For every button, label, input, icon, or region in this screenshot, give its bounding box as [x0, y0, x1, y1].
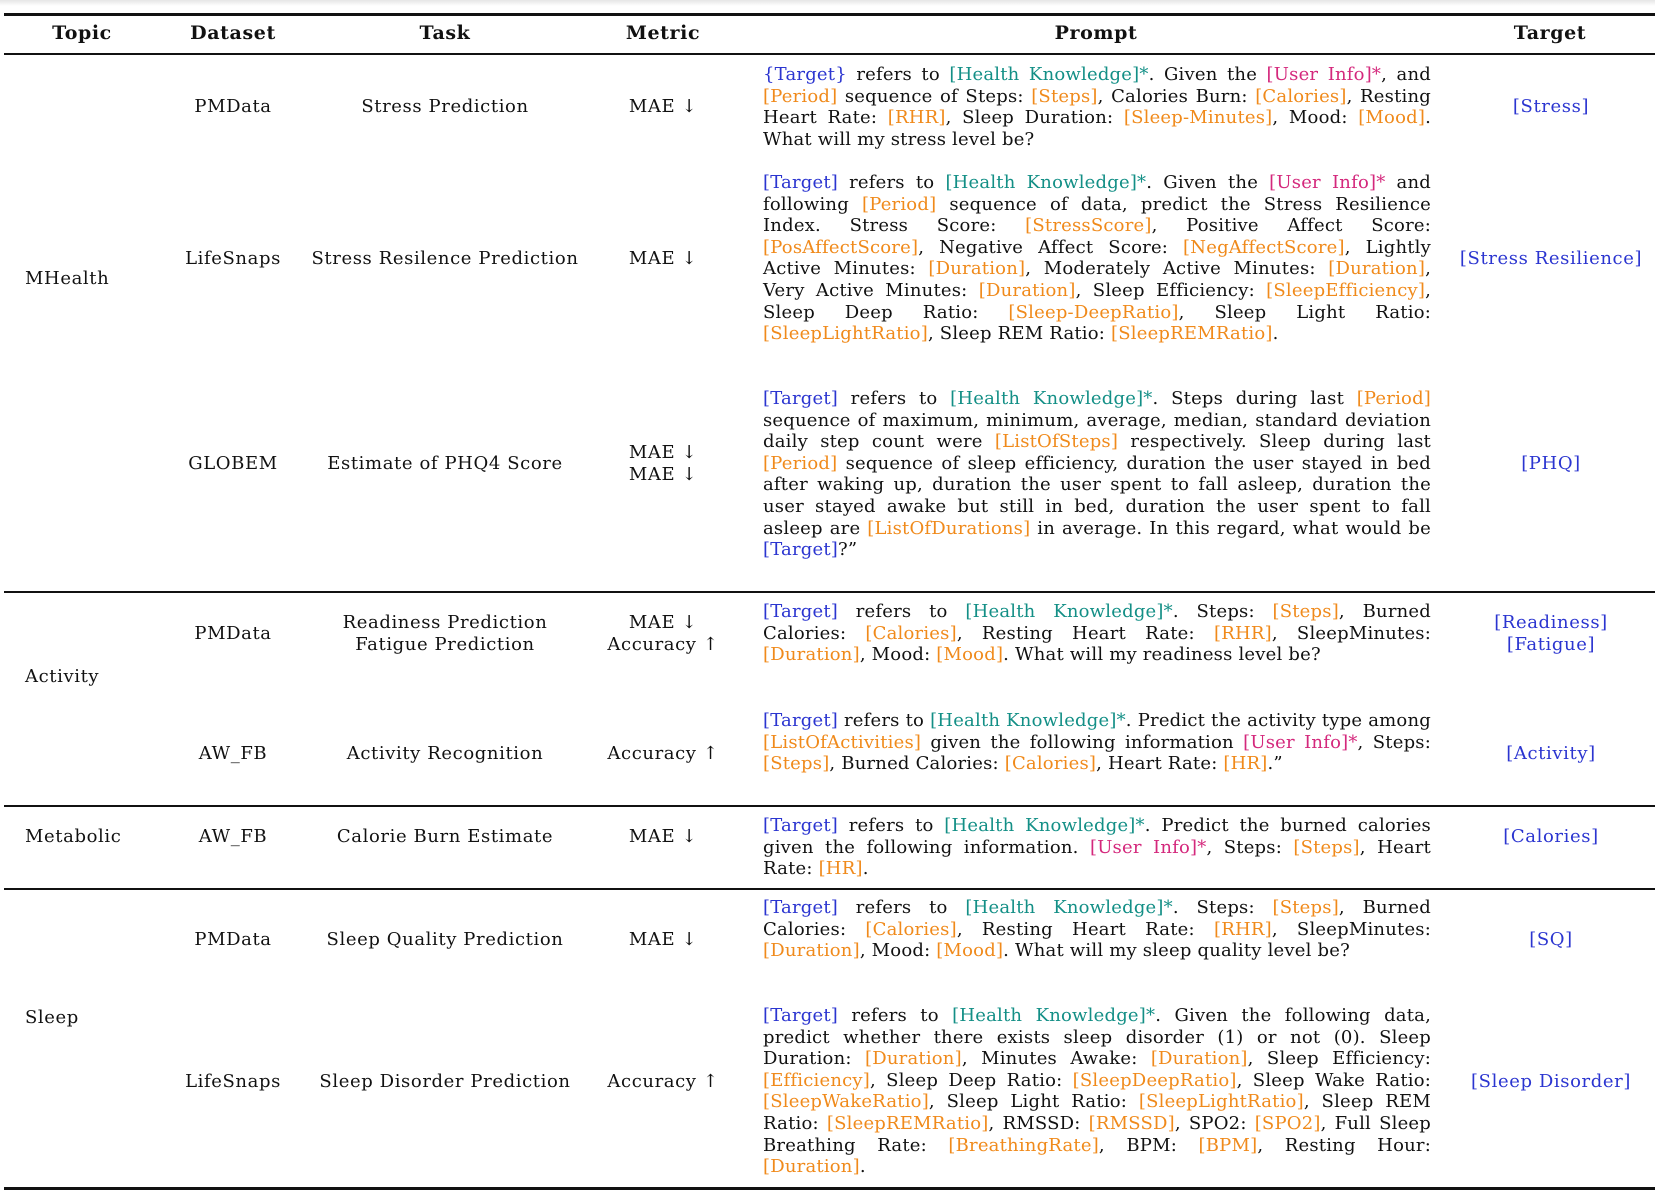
metric-cell [629, 248, 697, 270]
prompt-placeholder-var: [SleepWakeRatio] [763, 1091, 929, 1113]
prompt-text: , Mood: [1272, 107, 1359, 129]
target-line: [Sleep Disorder] [1471, 1071, 1631, 1092]
prompt-text: sequence of Steps: [837, 85, 1032, 107]
metric-line: MAE ↓ [628, 442, 698, 464]
prompt-placeholder-var: [BPM] [1198, 1134, 1258, 1156]
prompt-text: sequence of maximum, minimum, average, median, standard deviation daily step count were [763, 409, 1431, 453]
prompt-text: . Predict the activity type among [1125, 710, 1431, 731]
header-prompt: Prompt [1054, 22, 1138, 44]
prompt-text: , Sleep Duration: [945, 107, 1124, 129]
target-cell [1521, 453, 1581, 475]
prompt-text: ?” [838, 539, 858, 561]
prompt-placeholder-var: [Period] [763, 85, 838, 107]
task-cell [311, 248, 578, 270]
topic-mhealth: MHealth [25, 268, 110, 289]
target-cell [1460, 248, 1642, 270]
prompt-placeholder-var: [HR] [1223, 753, 1268, 775]
prompt-text: sequence of data, predict the Stress Resilience Index. Stress Score: [763, 193, 1431, 237]
prompt-text: , Lightly Active Minutes: [763, 236, 1431, 280]
prompt-text: , BPM: [1098, 1134, 1199, 1156]
metric-line: MAE ↓ [628, 96, 698, 117]
header-topic: Topic [52, 22, 112, 44]
prompt-placeholder-var: [SleepLightRatio] [763, 323, 928, 345]
prompt-placeholder-knowledge: [Health Knowledge]* [949, 64, 1149, 85]
prompt-text: , Heart Rate: [1096, 753, 1224, 775]
prompt-text: given the following information [921, 731, 1244, 753]
target-cell [1471, 1071, 1631, 1093]
group-rule-sleep [4, 888, 1655, 890]
group-rule-metabolic [4, 805, 1655, 807]
target-line: [Stress] [1512, 96, 1590, 117]
prompt-text: , Mood: [859, 644, 937, 666]
prompt-text: , and [1381, 64, 1431, 85]
task-line: Activity Recognition [346, 743, 544, 764]
prompt-text: , Sleep Efficiency: [1075, 279, 1267, 301]
prompt-text: , Mood: [859, 940, 937, 962]
prompt-text: , Burned Calories: [829, 753, 1005, 775]
task-cell [327, 453, 562, 475]
prompt-placeholder-user: [User Info]* [1266, 64, 1382, 85]
header-metric: Metric [625, 22, 701, 44]
prompt-cell [763, 64, 1431, 150]
prompt-placeholder-var: [Calories] [1255, 85, 1347, 107]
prompt-placeholder-user: [User Info]* [1269, 172, 1386, 193]
prompt-placeholder-target: [Target] [763, 388, 838, 409]
prompt-placeholder-var: [Period] [763, 452, 838, 474]
metric-cell [607, 612, 718, 655]
task-cell [337, 826, 553, 848]
prompt-text: , SPO2: [1174, 1112, 1255, 1134]
prompt-placeholder-var: [RMSSD] [1088, 1112, 1175, 1134]
prompt-text: respectively. Sleep during last [1118, 431, 1431, 453]
metric-line: Accuracy ↑ [607, 1071, 719, 1092]
prompt-placeholder-var: [ListOfSteps] [994, 431, 1119, 453]
target-line: [Activity] [1506, 743, 1596, 764]
prompt-placeholder-target: [Target] [763, 815, 838, 836]
table-bottom-rule [4, 1187, 1655, 1190]
metric-cell [629, 442, 697, 485]
prompt-placeholder-var: [RHR] [1213, 622, 1272, 644]
prompt-text: , Resting Heart Rate: [956, 918, 1214, 940]
prompt-placeholder-var: [BreathingRate] [948, 1134, 1099, 1156]
prompt-placeholder-knowledge: [Health Knowledge]* [944, 815, 1145, 836]
target-line: [Calories] [1503, 826, 1599, 847]
prompt-text: , Positive Affect Score: [1151, 215, 1431, 237]
prompt-placeholder-var: [Steps] [1293, 836, 1360, 858]
metric-cell [629, 826, 697, 848]
prompt-placeholder-knowledge: [Health Knowledge]* [945, 172, 1147, 193]
dataset-cell: PMData [194, 929, 272, 950]
task-line: Sleep Quality Prediction [326, 929, 564, 950]
prompt-text: . [859, 1156, 866, 1178]
prompt-placeholder-var: [Mood] [1358, 107, 1426, 129]
dataset-cell: PMData [194, 623, 272, 644]
prompt-text: , RMSSD: [988, 1112, 1089, 1134]
prompt-text: , Sleep Deep Ratio: [870, 1069, 1073, 1091]
prompt-placeholder-var: [Sleep-Minutes] [1123, 107, 1273, 129]
prompt-placeholder-var: [Period] [861, 193, 937, 215]
prompt-text: .” [1267, 753, 1283, 775]
prompt-placeholder-var: [Steps] [1031, 85, 1098, 107]
prompt-placeholder-knowledge: [Health Knowledge]* [950, 388, 1153, 409]
prompt-placeholder-var: [ListOfDurations] [867, 517, 1031, 539]
target-line: [Stress Resilience] [1459, 248, 1643, 269]
prompt-text: . What will my sleep quality level be? [1003, 940, 1350, 962]
prompt-text: . Given the [1148, 64, 1267, 85]
prompt-placeholder-var: [Duration] [1328, 258, 1426, 280]
prompt-text: , Burned Calories: [763, 897, 1431, 940]
prompt-placeholder-knowledge: [Health Knowledge]* [952, 1005, 1156, 1026]
prompt-text: . Given the [1146, 172, 1270, 193]
prompt-placeholder-var: [Mood] [936, 940, 1004, 962]
prompt-placeholder-target: [Target] [763, 601, 838, 622]
prompt-placeholder-var: [Steps] [1272, 897, 1339, 918]
task-line: Readiness Prediction [342, 612, 548, 634]
prompt-text: . Steps during last [1152, 388, 1357, 409]
task-cell [347, 743, 544, 765]
prompt-text: . Steps: [1172, 897, 1273, 918]
prompt-placeholder-var: [Efficiency] [763, 1069, 870, 1091]
task-cell [327, 929, 564, 951]
prompt-placeholder-var: [Duration] [763, 1156, 860, 1178]
prompt-placeholder-var: [Duration] [928, 258, 1026, 280]
target-cell [1494, 612, 1608, 655]
prompt-placeholder-var: [Duration] [1150, 1048, 1248, 1070]
prompt-placeholder-knowledge: [Health Knowledge]* [930, 710, 1126, 731]
metric-line: MAE ↓ [628, 929, 698, 950]
prompt-placeholder-var: [Mood] [936, 644, 1004, 666]
prompt-placeholder-knowledge: [Health Knowledge]* [965, 897, 1173, 918]
prompt-text: . What will my readiness level be? [1003, 644, 1321, 666]
prompt-text: in average. In this regard, what would be [1030, 517, 1431, 539]
task-line: Sleep Disorder Prediction [319, 1071, 571, 1092]
prompt-text: . [862, 858, 869, 880]
metric-line: MAE ↓ [628, 612, 698, 634]
prompt-placeholder-var: [Steps] [763, 753, 830, 775]
prompt-placeholder-var: [Calories] [865, 622, 957, 644]
prompt-placeholder-var: [RHR] [1213, 918, 1272, 940]
prompt-placeholder-var: [Duration] [763, 644, 860, 666]
metric-line: Accuracy ↑ [607, 633, 719, 655]
target-cell [1513, 96, 1589, 118]
metric-cell [629, 96, 697, 118]
prompt-cell [763, 1005, 1431, 1178]
topic-sleep: Sleep [25, 1007, 79, 1028]
prompt-text: , SleepMinutes: [1271, 918, 1432, 940]
dataset-cell: AW_FB [198, 743, 268, 764]
prompt-text: , Heart Rate: [763, 836, 1431, 880]
prompt-cell [763, 815, 1431, 880]
target-line: [SQ] [1529, 929, 1573, 950]
prompt-text: . Given the following data, predict whether there exists sleep disorder (1) or not (0). Sleep Duration: [763, 1005, 1432, 1070]
prompt-cell [763, 388, 1431, 561]
prompt-text: refers to [838, 172, 946, 193]
prompt-text: , Sleep REM Ratio: [763, 1091, 1431, 1134]
prompt-text: refers to [838, 897, 966, 918]
prompt-text: refers to [838, 1005, 953, 1026]
prompt-text: , Resting Heart Rate: [956, 622, 1214, 644]
prompt-text: , Sleep Light Ratio: [928, 1091, 1139, 1113]
prompt-placeholder-var: [RHR] [887, 107, 946, 129]
prompt-placeholder-var: [HR] [818, 858, 863, 880]
prompt-placeholder-var: [SleepLightRatio] [1138, 1091, 1304, 1113]
prompt-placeholder-target: [Target] [763, 172, 838, 193]
prompt-placeholder-target: [Target] [763, 897, 838, 918]
prompt-text: , SleepMinutes: [1271, 622, 1432, 644]
prompt-placeholder-target: [Target] [763, 1005, 838, 1026]
task-line: Stress Resilence Prediction [311, 248, 579, 269]
task-line: Fatigue Prediction [355, 633, 535, 655]
target-line: [Readiness] [1494, 612, 1608, 634]
task-line: Stress Prediction [361, 96, 529, 117]
metric-line: Accuracy ↑ [607, 743, 719, 764]
target-line: [PHQ] [1521, 453, 1581, 474]
target-line: [Fatigue] [1506, 633, 1596, 655]
prompt-placeholder-user: [User Info]* [1243, 731, 1358, 753]
prompt-text: sequence of sleep efficiency, duration the user stayed in bed after waking up, duration the user spent to fall asleep, duration the user stayed awake but still in bed, duration the user spent to fall asleep are [763, 452, 1431, 539]
task-line: Calorie Burn Estimate [336, 826, 554, 847]
prompt-text: and following [763, 172, 1431, 215]
topic-metabolic: Metabolic [25, 826, 122, 847]
metric-line: MAE ↓ [628, 248, 698, 269]
prompt-text: . What will my stress level be? [763, 107, 1431, 150]
metric-cell [607, 1071, 718, 1093]
page-top-shade [0, 0, 1655, 6]
prompt-placeholder-var: [Sleep-DeepRatio] [1008, 301, 1179, 323]
prompt-placeholder-var: [SleepDeepRatio] [1072, 1069, 1237, 1091]
prompt-text: refers to [838, 710, 931, 731]
task-cell [361, 96, 528, 118]
header-rule [4, 53, 1655, 55]
prompt-text: , Burned Calories: [763, 601, 1431, 644]
prompt-text: , Sleep Efficiency: [1247, 1048, 1431, 1070]
header-task: Task [419, 22, 471, 44]
prompt-placeholder-target: {Target} [763, 64, 847, 85]
prompt-text: , Sleep REM Ratio: [927, 323, 1111, 345]
prompt-cell [763, 897, 1431, 962]
metric-cell [607, 743, 718, 765]
prompt-placeholder-var: [Period] [1356, 388, 1432, 409]
prompt-placeholder-var: [StressScore] [1025, 215, 1152, 237]
header-dataset: Dataset [190, 22, 276, 44]
prompt-text: refers to [838, 388, 951, 409]
prompt-placeholder-var: [SPO2] [1254, 1112, 1321, 1134]
prompt-text: , Negative Affect Score: [918, 236, 1184, 258]
prompt-placeholder-var: [Steps] [1272, 601, 1339, 622]
task-cell [319, 1071, 570, 1093]
metric-cell [629, 929, 697, 951]
prompt-text: , Sleep Light Ratio: [1178, 301, 1431, 323]
prompt-placeholder-var: [Duration] [978, 279, 1076, 301]
table-top-rule [4, 13, 1655, 16]
prompt-text: , Calories Burn: [1097, 85, 1256, 107]
prompt-cell [763, 710, 1431, 775]
prompt-cell [763, 601, 1431, 666]
prompt-cell [763, 172, 1431, 345]
prompt-placeholder-var: [Calories] [865, 918, 957, 940]
target-cell [1529, 929, 1573, 951]
dataset-cell: LifeSnaps [185, 248, 281, 269]
prompt-placeholder-user: [User Info]* [1089, 836, 1207, 858]
metric-line: MAE ↓ [628, 826, 698, 847]
dataset-cell: PMData [194, 96, 272, 117]
prompt-placeholder-var: [Calories] [1004, 753, 1097, 775]
target-cell [1506, 743, 1595, 765]
prompt-text: , Moderately Active Minutes: [1025, 258, 1329, 280]
prompt-placeholder-var: [SleepEfficiency] [1266, 279, 1426, 301]
prompt-text: refers to [838, 815, 945, 836]
topic-activity: Activity [25, 666, 100, 687]
dataset-cell: LifeSnaps [185, 1071, 281, 1092]
prompt-placeholder-knowledge: [Health Knowledge]* [965, 601, 1173, 622]
prompt-text: , Minutes Awake: [961, 1048, 1151, 1070]
task-cell [343, 612, 548, 655]
metric-line: MAE ↓ [628, 463, 698, 485]
task-line: Estimate of PHQ4 Score [327, 453, 563, 474]
prompt-text: refers to [838, 601, 966, 622]
prompt-placeholder-target: [Target] [763, 710, 838, 731]
prompt-placeholder-var: [SleepREMRatio] [1111, 323, 1273, 345]
prompt-placeholder-var: [ListOfActivities] [763, 731, 922, 753]
prompt-text: . [1272, 323, 1279, 345]
prompt-text: , Sleep Deep Ratio: [763, 279, 1431, 323]
group-rule-activity [4, 591, 1655, 593]
prompt-placeholder-var: [Duration] [865, 1048, 962, 1070]
prompt-placeholder-target: [Target] [763, 539, 838, 561]
prompt-text: , Steps: [1357, 731, 1431, 753]
dataset-cell: GLOBEM [188, 453, 278, 474]
prompt-placeholder-var: [PosAffectScore] [763, 236, 919, 258]
dataset-cell: AW_FB [198, 826, 268, 847]
prompt-placeholder-var: [Duration] [763, 940, 860, 962]
prompt-text: , Resting Heart Rate: [763, 85, 1431, 129]
prompt-placeholder-var: [NegAffectScore] [1183, 236, 1345, 258]
prompt-text: , Sleep Wake Ratio: [1236, 1069, 1432, 1091]
prompt-text: . Steps: [1172, 601, 1273, 622]
prompt-text: , Full Sleep Breathing Rate: [763, 1112, 1432, 1156]
prompt-text: , Very Active Minutes: [763, 258, 1431, 301]
header-target: Target [1513, 22, 1587, 44]
prompt-placeholder-var: [SleepREMRatio] [826, 1112, 989, 1134]
prompt-text: , Steps: [1206, 836, 1294, 858]
prompt-text: , Resting Hour: [1257, 1134, 1431, 1156]
prompt-text: refers to [846, 64, 950, 85]
target-cell [1503, 826, 1598, 848]
prompt-text: . Predict the burned calories given the following information. [763, 815, 1431, 858]
